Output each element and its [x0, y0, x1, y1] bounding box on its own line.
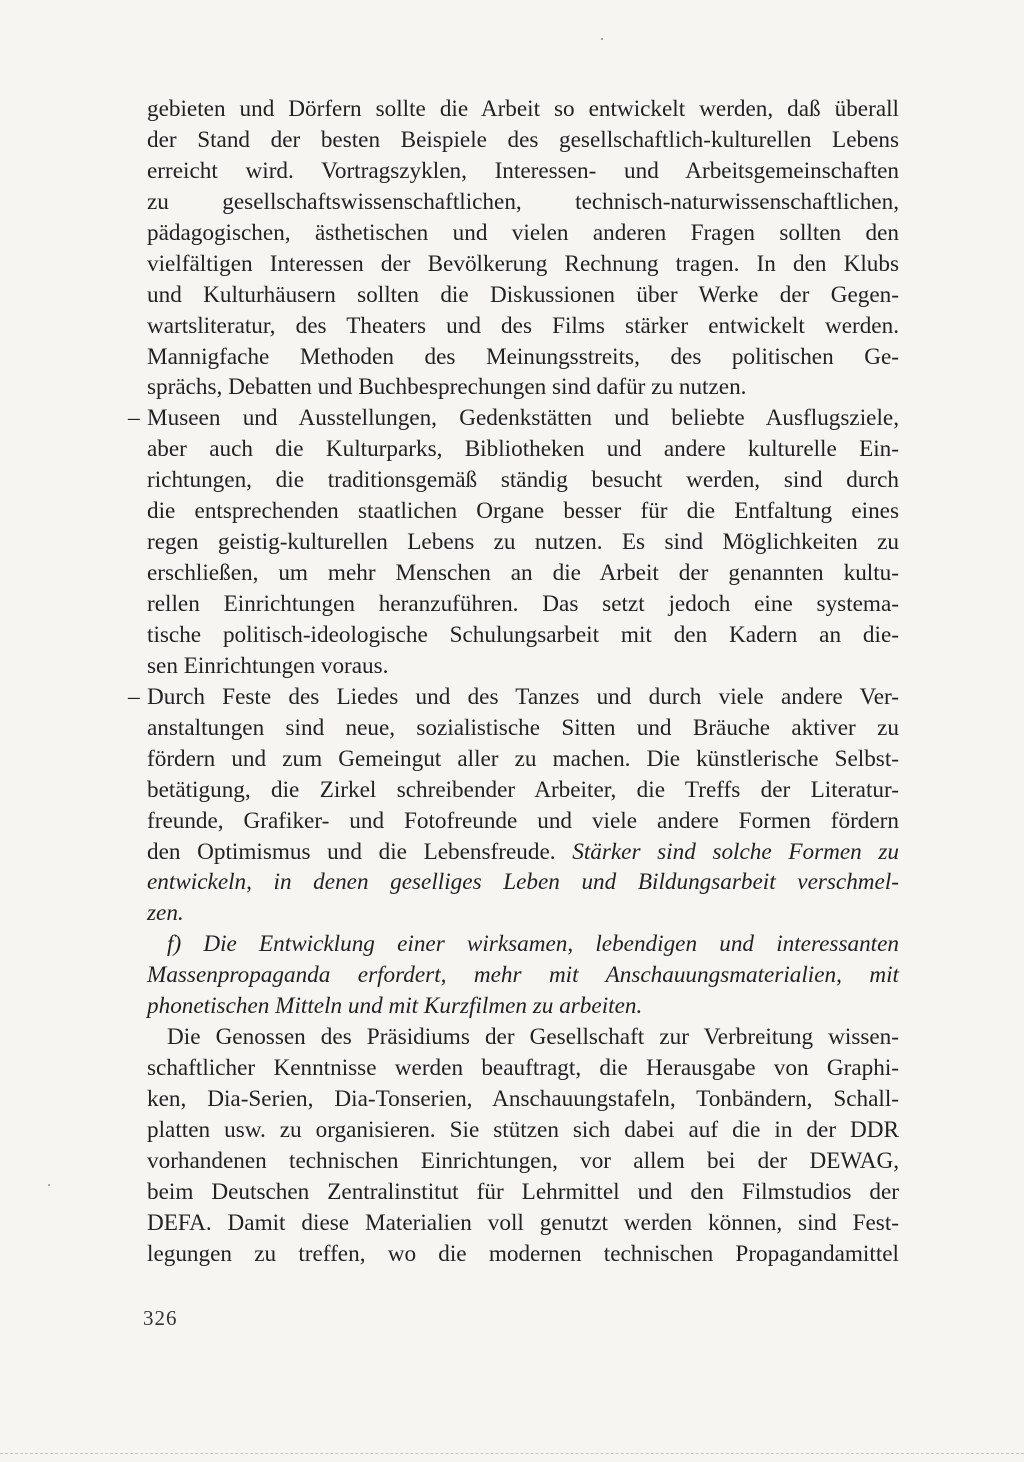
italic-text-segment: Stärker sind solche Formen zu [572, 838, 900, 865]
body-text [128, 94, 900, 1270]
scan-speck [601, 38, 603, 40]
text-line: phonetischen Mitteln und mit Kurzfilmen zu arbeiten. [147, 993, 643, 1020]
text-line: DEFA. Damit diese Materialien voll genutzt werden können, sind Fest- [147, 1209, 899, 1236]
text-line [147, 837, 899, 868]
text-line: fördern und zum Gemeingut aller zu machen. Die künstlerische Selbst- [147, 745, 899, 772]
text-line: Durch Feste des Liedes und des Tanzes und durch viele andere Ver- [147, 683, 899, 710]
text-line: freunde, Grafiker- und Fotofreunde und viele andere Formen fördern [147, 807, 899, 834]
dash-marker: – [128, 683, 140, 710]
text-line: wartsliteratur, des Theaters und des Films stärker entwickelt werden. [147, 312, 899, 339]
list-item [128, 403, 899, 434]
text-line: zen. [147, 900, 184, 927]
text-line: Die Genossen des Präsidiums der Gesellschaft zur Verbreitung wissen- [167, 1024, 899, 1051]
text-line: entwickeln, in denen geselliges Leben und Bildungsarbeit verschmel- [147, 869, 899, 896]
text-line: Museen und Ausstellungen, Gedenkstätten und beliebte Ausflugsziele, [147, 405, 899, 432]
text-line: betätigung, die Zirkel schreibender Arbeiter, die Treffs der Literatur- [147, 776, 899, 803]
section-heading-line: f) Die Entwicklung einer wirksamen, lebendigen und interessanten [167, 931, 899, 958]
text-line: beim Deutschen Zentralinstitut für Lehrmittel und den Filmstudios der [147, 1178, 899, 1205]
text-line: regen geistig-kulturellen Lebens zu nutzen. Es sind Möglichkeiten zu [147, 529, 899, 556]
text-line: richtungen, die traditionsgemäß ständig besucht werden, sind durch [147, 467, 899, 494]
text-line: pädagogischen, ästhetischen und vielen anderen Fragen sollten den [147, 219, 899, 246]
text-line: rellen Einrichtungen heranzuführen. Das setzt jedoch eine systema- [147, 591, 899, 617]
scan-edge-line [0, 1453, 1024, 1454]
text-line: schaftlicher Kenntnisse werden beauftragt, die Herausgabe von Graphi- [147, 1055, 899, 1082]
text-line: und Kulturhäusern sollten die Diskussionen über Werke der Gegen- [147, 281, 899, 308]
text-line: tische politisch-ideologische Schulungsarbeit mit den Kadern an die- [147, 621, 899, 648]
scan-speck [48, 1184, 50, 1186]
text-line: Massenpropaganda erfordert, mehr mit Anschauungsmaterialien, mit [147, 962, 899, 989]
text-line: platten usw. zu organisieren. Sie stützen sich dabei auf die in der DDR [147, 1116, 899, 1143]
text-line: sprächs, Debatten und Buchbesprechungen sind dafür zu nutzen. [147, 374, 747, 401]
list-item [128, 682, 899, 713]
text-line: zu gesellschaftswissenschaftlichen, technisch-naturwissenschaftlichen, [147, 188, 899, 215]
page-number: 326 [143, 1306, 178, 1330]
text-line: sen Einrichtungen voraus. [147, 652, 389, 679]
text-line: anstaltungen sind neue, sozialistische Sitten und Bräuche aktiver zu [147, 714, 899, 741]
text-segment: den Optimismus und die Lebensfreude. [147, 838, 556, 865]
text-line: vorhandenen technischen Einrichtungen, vor allem bei der DEWAG, [147, 1147, 899, 1174]
dash-marker: – [128, 405, 140, 432]
text-line: legungen zu treffen, wo die modernen technischen Propagandamittel [147, 1240, 899, 1267]
text-line: erschließen, um mehr Menschen an die Arbeit der genannten kultu- [147, 560, 899, 587]
text-line: ken, Dia-Serien, Dia-Tonserien, Anschauungstafeln, Tonbändern, Schall- [147, 1086, 899, 1112]
text-line: der Stand der besten Beispiele des gesellschaftlich-kulturellen Lebens [147, 126, 899, 153]
text-line: vielfältigen Interessen der Bevölkerung Rechnung tragen. In den Klubs [147, 250, 899, 277]
text-line: Mannigfache Methoden des Meinungsstreits, des politischen Ge- [147, 343, 899, 370]
text-line: erreicht wird. Vortragszyklen, Interessen- und Arbeitsgemeinschaften [147, 157, 899, 184]
text-line: gebieten und Dörfern sollte die Arbeit so entwickelt werden, daß überall [147, 96, 899, 122]
text-line: die entsprechenden staatlichen Organe besser für die Entfaltung eines [147, 498, 899, 525]
text-line: aber auch die Kulturparks, Bibliotheken und andere kulturelle Ein- [147, 436, 899, 463]
